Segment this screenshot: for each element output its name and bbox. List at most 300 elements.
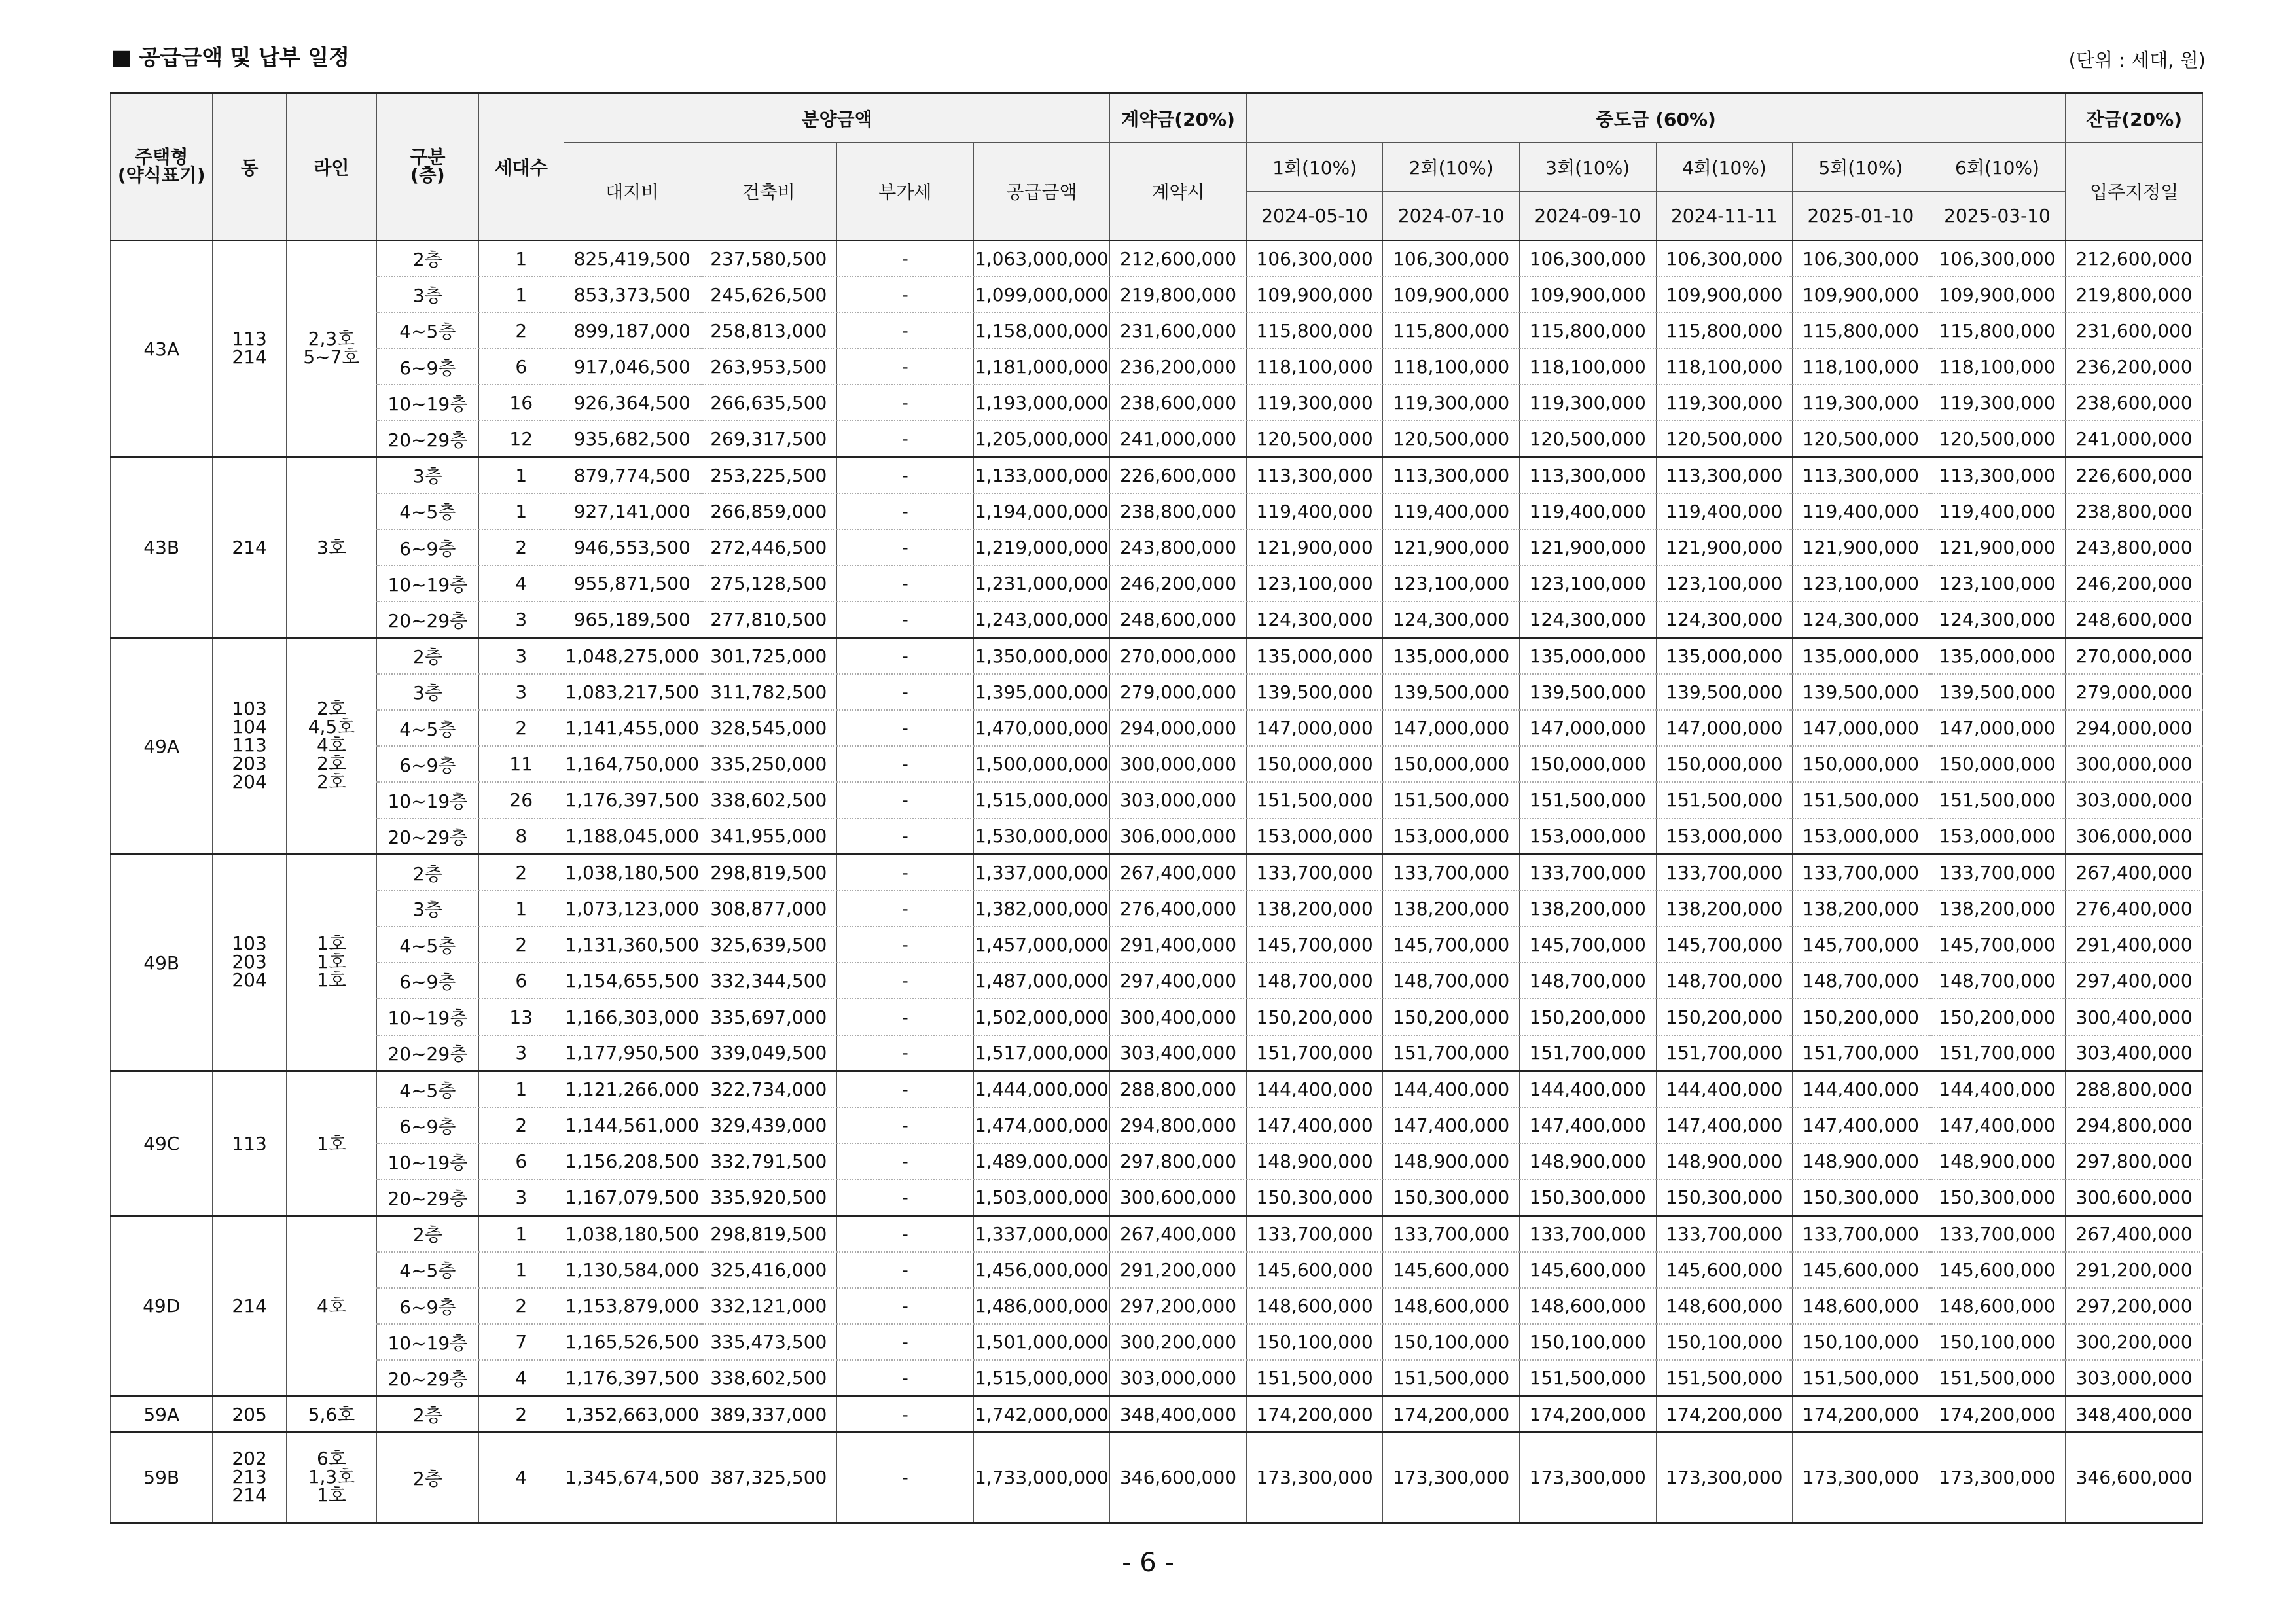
floor-cell: 10~19층 <box>377 1324 478 1360</box>
unit-type-cell: 49B <box>111 855 213 1071</box>
installment-cell: 145,600,000 <box>1656 1252 1793 1288</box>
dong-cell: 103 104 113 203 204 <box>213 638 286 855</box>
installment-cell: 133,700,000 <box>1929 855 2066 891</box>
table-row <box>111 1143 2203 1179</box>
installment-cell: 133,700,000 <box>1929 1216 2066 1252</box>
vat-cell: - <box>837 1071 974 1107</box>
supply-price-cell: 1,515,000,000 <box>973 782 1110 818</box>
floor-cell: 3층 <box>377 277 478 313</box>
installment-cell: 153,000,000 <box>1246 819 1383 855</box>
installment-cell: 119,400,000 <box>1929 493 2066 529</box>
vat-cell: - <box>837 1288 974 1324</box>
vat-cell: - <box>837 1252 974 1288</box>
supply-price-cell: 1,457,000,000 <box>973 927 1110 963</box>
contract-cell: 231,600,000 <box>1110 313 1247 349</box>
installment-cell: 135,000,000 <box>1246 638 1383 674</box>
land-cost-cell: 1,165,526,500 <box>564 1324 700 1360</box>
installment-cell: 145,600,000 <box>1519 1252 1656 1288</box>
installment-cell: 124,300,000 <box>1793 601 1929 637</box>
installment-cell: 148,700,000 <box>1246 963 1383 999</box>
installment-cell: 120,500,000 <box>1383 421 1520 457</box>
installment-cell: 118,100,000 <box>1246 349 1383 385</box>
installment-cell: 106,300,000 <box>1246 241 1383 277</box>
unit-type-cell: 59B <box>111 1433 213 1523</box>
supply-price-cell: 1,382,000,000 <box>973 891 1110 927</box>
installment-cell: 173,300,000 <box>1929 1433 2066 1523</box>
households-cell: 2 <box>478 855 564 891</box>
table-row <box>111 1179 2203 1215</box>
installment-cell: 119,300,000 <box>1383 385 1520 421</box>
land-cost-cell: 1,038,180,500 <box>564 1216 700 1252</box>
vat-cell: - <box>837 349 974 385</box>
header-vat: 부가세 <box>837 143 974 241</box>
vat-cell: - <box>837 529 974 565</box>
installment-cell: 147,400,000 <box>1383 1107 1520 1143</box>
vat-cell: - <box>837 385 974 421</box>
installment-cell: 150,000,000 <box>1383 746 1520 782</box>
floor-cell: 20~29층 <box>377 1360 478 1396</box>
header-installment: 4회(10%) <box>1656 143 1793 192</box>
installment-cell: 133,700,000 <box>1246 1216 1383 1252</box>
land-cost-cell: 946,553,500 <box>564 529 700 565</box>
table-row <box>111 1107 2203 1143</box>
building-cost-cell: 339,049,500 <box>700 1035 837 1071</box>
installment-cell: 109,900,000 <box>1246 277 1383 313</box>
installment-cell: 138,200,000 <box>1929 891 2066 927</box>
building-cost-cell: 335,473,500 <box>700 1324 837 1360</box>
building-cost-cell: 332,791,500 <box>700 1143 837 1179</box>
land-cost-cell: 1,083,217,500 <box>564 674 700 710</box>
contract-cell: 267,400,000 <box>1110 855 1247 891</box>
header-installment: 1회(10%) <box>1246 143 1383 192</box>
installment-cell: 113,300,000 <box>1383 457 1520 493</box>
installment-cell: 173,300,000 <box>1246 1433 1383 1523</box>
vat-cell: - <box>837 674 974 710</box>
installment-cell: 139,500,000 <box>1519 674 1656 710</box>
contract-cell: 297,200,000 <box>1110 1288 1247 1324</box>
table-row <box>111 493 2203 529</box>
vat-cell: - <box>837 601 974 637</box>
households-cell: 8 <box>478 819 564 855</box>
installment-cell: 145,700,000 <box>1793 927 1929 963</box>
installment-cell: 121,900,000 <box>1519 529 1656 565</box>
vat-cell: - <box>837 1179 974 1215</box>
contract-cell: 238,800,000 <box>1110 493 1247 529</box>
header-date: 2024-07-10 <box>1383 192 1520 241</box>
floor-cell: 6~9층 <box>377 1288 478 1324</box>
installment-cell: 135,000,000 <box>1929 638 2066 674</box>
installment-cell: 151,700,000 <box>1383 1035 1520 1071</box>
floor-cell: 10~19층 <box>377 1143 478 1179</box>
installment-cell: 119,300,000 <box>1519 385 1656 421</box>
supply-price-cell: 1,337,000,000 <box>973 1216 1110 1252</box>
floor-cell: 10~19층 <box>377 999 478 1035</box>
floor-cell: 6~9층 <box>377 746 478 782</box>
land-cost-cell: 1,156,208,500 <box>564 1143 700 1179</box>
supply-price-cell: 1,194,000,000 <box>973 493 1110 529</box>
installment-cell: 150,100,000 <box>1656 1324 1793 1360</box>
table-row <box>111 565 2203 601</box>
installment-cell: 150,000,000 <box>1246 746 1383 782</box>
households-cell: 2 <box>478 927 564 963</box>
vat-cell: - <box>837 963 974 999</box>
installment-cell: 174,200,000 <box>1383 1397 1520 1433</box>
installment-cell: 151,700,000 <box>1519 1035 1656 1071</box>
land-cost-cell: 1,153,879,000 <box>564 1288 700 1324</box>
installment-cell: 148,900,000 <box>1383 1143 1520 1179</box>
table-row <box>111 999 2203 1035</box>
table-row <box>111 1360 2203 1396</box>
installment-cell: 150,100,000 <box>1519 1324 1656 1360</box>
installment-cell: 144,400,000 <box>1383 1071 1520 1107</box>
installment-cell: 119,400,000 <box>1793 493 1929 529</box>
contract-cell: 212,600,000 <box>1110 241 1247 277</box>
contract-cell: 348,400,000 <box>1110 1397 1247 1433</box>
households-cell: 3 <box>478 1035 564 1071</box>
balance-cell: 248,600,000 <box>2066 601 2203 637</box>
installment-cell: 119,300,000 <box>1246 385 1383 421</box>
balance-cell: 348,400,000 <box>2066 1397 2203 1433</box>
installment-cell: 150,200,000 <box>1656 999 1793 1035</box>
vat-cell: - <box>837 855 974 891</box>
balance-cell: 300,600,000 <box>2066 1179 2203 1215</box>
dong-cell: 113 214 <box>213 241 286 457</box>
supply-price-cell: 1,444,000,000 <box>973 1071 1110 1107</box>
installment-cell: 153,000,000 <box>1383 819 1520 855</box>
table-row <box>111 1397 2203 1433</box>
vat-cell: - <box>837 1107 974 1143</box>
vat-cell: - <box>837 1433 974 1523</box>
supply-price-cell: 1,219,000,000 <box>973 529 1110 565</box>
table-row <box>111 674 2203 710</box>
line-cell: 1호 <box>286 1071 376 1216</box>
balance-cell: 291,200,000 <box>2066 1252 2203 1288</box>
installment-cell: 124,300,000 <box>1383 601 1520 637</box>
installment-cell: 147,400,000 <box>1929 1107 2066 1143</box>
installment-cell: 145,600,000 <box>1383 1252 1520 1288</box>
installment-cell: 150,100,000 <box>1929 1324 2066 1360</box>
supply-price-cell: 1,099,000,000 <box>973 277 1110 313</box>
installment-cell: 109,900,000 <box>1656 277 1793 313</box>
households-cell: 1 <box>478 493 564 529</box>
vat-cell: - <box>837 313 974 349</box>
building-cost-cell: 298,819,500 <box>700 855 837 891</box>
installment-cell: 173,300,000 <box>1793 1433 1929 1523</box>
dong-cell: 202 213 214 <box>213 1433 286 1523</box>
dong-cell: 113 <box>213 1071 286 1216</box>
installment-cell: 145,600,000 <box>1793 1252 1929 1288</box>
installment-cell: 151,500,000 <box>1246 1360 1383 1396</box>
contract-cell: 236,200,000 <box>1110 349 1247 385</box>
contract-cell: 297,800,000 <box>1110 1143 1247 1179</box>
contract-cell: 303,000,000 <box>1110 782 1247 818</box>
header-contract: 계약금(20%) <box>1110 94 1247 143</box>
building-cost-cell: 266,859,000 <box>700 493 837 529</box>
unit-type-cell: 43B <box>111 457 213 638</box>
table-row <box>111 241 2203 277</box>
installment-cell: 139,500,000 <box>1929 674 2066 710</box>
installment-cell: 121,900,000 <box>1383 529 1520 565</box>
installment-cell: 148,700,000 <box>1519 963 1656 999</box>
land-cost-cell: 879,774,500 <box>564 457 700 493</box>
table-row <box>111 601 2203 637</box>
contract-cell: 279,000,000 <box>1110 674 1247 710</box>
land-cost-cell: 1,177,950,500 <box>564 1035 700 1071</box>
installment-cell: 133,700,000 <box>1656 855 1793 891</box>
installment-cell: 144,400,000 <box>1246 1071 1383 1107</box>
supply-price-cell: 1,502,000,000 <box>973 999 1110 1035</box>
installment-cell: 113,300,000 <box>1793 457 1929 493</box>
building-cost-cell: 328,545,000 <box>700 710 837 746</box>
installment-cell: 148,900,000 <box>1656 1143 1793 1179</box>
installment-cell: 106,300,000 <box>1383 241 1520 277</box>
table-row <box>111 746 2203 782</box>
balance-cell: 297,200,000 <box>2066 1288 2203 1324</box>
unit-type-cell: 49D <box>111 1216 213 1397</box>
installment-cell: 118,100,000 <box>1519 349 1656 385</box>
installment-cell: 115,800,000 <box>1519 313 1656 349</box>
balance-cell: 231,600,000 <box>2066 313 2203 349</box>
households-cell: 6 <box>478 963 564 999</box>
installment-cell: 174,200,000 <box>1793 1397 1929 1433</box>
vat-cell: - <box>837 1397 974 1433</box>
contract-cell: 241,000,000 <box>1110 421 1247 457</box>
vat-cell: - <box>837 1360 974 1396</box>
header-sale-price: 분양금액 <box>564 94 1109 143</box>
floor-cell: 20~29층 <box>377 421 478 457</box>
building-cost-cell: 341,955,000 <box>700 819 837 855</box>
balance-cell: 276,400,000 <box>2066 891 2203 927</box>
table-row <box>111 963 2203 999</box>
installment-cell: 145,700,000 <box>1519 927 1656 963</box>
installment-cell: 115,800,000 <box>1656 313 1793 349</box>
installment-cell: 144,400,000 <box>1656 1071 1793 1107</box>
installment-cell: 119,300,000 <box>1793 385 1929 421</box>
balance-cell: 212,600,000 <box>2066 241 2203 277</box>
dong-cell: 103 203 204 <box>213 855 286 1071</box>
header-supply: 공급금액 <box>973 143 1110 241</box>
table-row <box>111 529 2203 565</box>
table-row <box>111 782 2203 818</box>
installment-cell: 148,600,000 <box>1929 1288 2066 1324</box>
supply-price-table <box>110 92 2203 1524</box>
balance-cell: 246,200,000 <box>2066 565 2203 601</box>
floor-cell: 6~9층 <box>377 529 478 565</box>
balance-cell: 288,800,000 <box>2066 1071 2203 1107</box>
header-date: 2025-01-10 <box>1793 192 1929 241</box>
header-installment: 2회(10%) <box>1383 143 1520 192</box>
building-cost-cell: 389,337,000 <box>700 1397 837 1433</box>
land-cost-cell: 917,046,500 <box>564 349 700 385</box>
installment-cell: 148,600,000 <box>1246 1288 1383 1324</box>
installment-cell: 147,400,000 <box>1246 1107 1383 1143</box>
building-cost-cell: 322,734,000 <box>700 1071 837 1107</box>
line-cell: 2호 4,5호 4호 2호 2호 <box>286 638 376 855</box>
installment-cell: 138,200,000 <box>1793 891 1929 927</box>
installment-cell: 151,700,000 <box>1793 1035 1929 1071</box>
installment-cell: 138,200,000 <box>1656 891 1793 927</box>
installment-cell: 150,000,000 <box>1519 746 1656 782</box>
contract-cell: 346,600,000 <box>1110 1433 1247 1523</box>
land-cost-cell: 1,121,266,000 <box>564 1071 700 1107</box>
header-land: 대지비 <box>564 143 700 241</box>
balance-cell: 241,000,000 <box>2066 421 2203 457</box>
building-cost-cell: 263,953,500 <box>700 349 837 385</box>
table-row <box>111 855 2203 891</box>
header-installment: 6회(10%) <box>1929 143 2066 192</box>
installment-cell: 124,300,000 <box>1929 601 2066 637</box>
households-cell: 1 <box>478 891 564 927</box>
installment-cell: 133,700,000 <box>1793 1216 1929 1252</box>
floor-cell: 2층 <box>377 638 478 674</box>
installment-cell: 147,000,000 <box>1793 710 1929 746</box>
installment-cell: 139,500,000 <box>1383 674 1520 710</box>
building-cost-cell: 269,317,500 <box>700 421 837 457</box>
contract-cell: 238,600,000 <box>1110 385 1247 421</box>
installment-cell: 118,100,000 <box>1793 349 1929 385</box>
installment-cell: 148,700,000 <box>1383 963 1520 999</box>
households-cell: 12 <box>478 421 564 457</box>
balance-cell: 303,000,000 <box>2066 1360 2203 1396</box>
contract-cell: 276,400,000 <box>1110 891 1247 927</box>
floor-cell: 6~9층 <box>377 349 478 385</box>
vat-cell: - <box>837 1035 974 1071</box>
header-floor: 구분 (층) <box>377 94 478 241</box>
vat-cell: - <box>837 421 974 457</box>
installment-cell: 151,700,000 <box>1246 1035 1383 1071</box>
supply-price-cell: 1,470,000,000 <box>973 710 1110 746</box>
households-cell: 2 <box>478 1397 564 1433</box>
installment-cell: 133,700,000 <box>1656 1216 1793 1252</box>
installment-cell: 115,800,000 <box>1246 313 1383 349</box>
installment-cell: 115,800,000 <box>1383 313 1520 349</box>
land-cost-cell: 955,871,500 <box>564 565 700 601</box>
floor-cell: 3층 <box>377 891 478 927</box>
page-number: - 6 - <box>1122 1548 1174 1578</box>
header-installment: 5회(10%) <box>1793 143 1929 192</box>
installment-cell: 138,200,000 <box>1383 891 1520 927</box>
supply-price-cell: 1,487,000,000 <box>973 963 1110 999</box>
installment-cell: 147,000,000 <box>1246 710 1383 746</box>
installment-cell: 148,700,000 <box>1929 963 2066 999</box>
installment-cell: 150,300,000 <box>1383 1179 1520 1215</box>
header-dong: 동 <box>213 94 286 241</box>
installment-cell: 113,300,000 <box>1246 457 1383 493</box>
installment-cell: 133,700,000 <box>1793 855 1929 891</box>
installment-cell: 173,300,000 <box>1383 1433 1520 1523</box>
floor-cell: 2층 <box>377 1216 478 1252</box>
installment-cell: 151,500,000 <box>1383 1360 1520 1396</box>
balance-cell: 346,600,000 <box>2066 1433 2203 1523</box>
households-cell: 4 <box>478 1433 564 1523</box>
installment-cell: 150,200,000 <box>1929 999 2066 1035</box>
land-cost-cell: 1,176,397,500 <box>564 1360 700 1396</box>
installment-cell: 147,400,000 <box>1793 1107 1929 1143</box>
balance-cell: 238,800,000 <box>2066 493 2203 529</box>
contract-cell: 297,400,000 <box>1110 963 1247 999</box>
building-cost-cell: 277,810,500 <box>700 601 837 637</box>
building-cost-cell: 387,325,500 <box>700 1433 837 1523</box>
building-cost-cell: 332,344,500 <box>700 963 837 999</box>
building-cost-cell: 338,602,500 <box>700 1360 837 1396</box>
contract-cell: 294,000,000 <box>1110 710 1247 746</box>
installment-cell: 121,900,000 <box>1246 529 1383 565</box>
land-cost-cell: 1,131,360,500 <box>564 927 700 963</box>
installment-cell: 151,500,000 <box>1519 782 1656 818</box>
land-cost-cell: 1,345,674,500 <box>564 1433 700 1523</box>
supply-price-cell: 1,742,000,000 <box>973 1397 1110 1433</box>
households-cell: 1 <box>478 277 564 313</box>
building-cost-cell: 332,121,000 <box>700 1288 837 1324</box>
balance-cell: 300,000,000 <box>2066 746 2203 782</box>
building-cost-cell: 335,697,000 <box>700 999 837 1035</box>
vat-cell: - <box>837 638 974 674</box>
unit-type-cell: 49A <box>111 638 213 855</box>
households-cell: 1 <box>478 1252 564 1288</box>
dong-cell: 214 <box>213 457 286 638</box>
installment-cell: 148,700,000 <box>1793 963 1929 999</box>
installment-cell: 150,300,000 <box>1929 1179 2066 1215</box>
table-row <box>111 1252 2203 1288</box>
floor-cell: 10~19층 <box>377 385 478 421</box>
vat-cell: - <box>837 241 974 277</box>
dong-cell: 214 <box>213 1216 286 1397</box>
installment-cell: 147,000,000 <box>1383 710 1520 746</box>
installment-cell: 133,700,000 <box>1383 855 1520 891</box>
installment-cell: 115,800,000 <box>1929 313 2066 349</box>
land-cost-cell: 899,187,000 <box>564 313 700 349</box>
land-cost-cell: 1,048,275,000 <box>564 638 700 674</box>
line-cell: 4호 <box>286 1216 376 1397</box>
households-cell: 2 <box>478 710 564 746</box>
installment-cell: 120,500,000 <box>1656 421 1793 457</box>
installment-cell: 147,000,000 <box>1519 710 1656 746</box>
contract-cell: 306,000,000 <box>1110 819 1247 855</box>
balance-cell: 297,800,000 <box>2066 1143 2203 1179</box>
installment-cell: 151,500,000 <box>1929 1360 2066 1396</box>
installment-cell: 150,200,000 <box>1793 999 1929 1035</box>
installment-cell: 133,700,000 <box>1519 1216 1656 1252</box>
installment-cell: 109,900,000 <box>1519 277 1656 313</box>
balance-cell: 219,800,000 <box>2066 277 2203 313</box>
building-cost-cell: 275,128,500 <box>700 565 837 601</box>
installment-cell: 106,300,000 <box>1929 241 2066 277</box>
balance-cell: 297,400,000 <box>2066 963 2203 999</box>
installment-cell: 151,500,000 <box>1793 1360 1929 1396</box>
balance-cell: 300,200,000 <box>2066 1324 2203 1360</box>
installment-cell: 151,500,000 <box>1793 782 1929 818</box>
installment-cell: 113,300,000 <box>1929 457 2066 493</box>
supply-price-cell: 1,337,000,000 <box>973 855 1110 891</box>
installment-cell: 144,400,000 <box>1929 1071 2066 1107</box>
households-cell: 13 <box>478 999 564 1035</box>
contract-cell: 303,000,000 <box>1110 1360 1247 1396</box>
supply-price-cell: 1,530,000,000 <box>973 819 1110 855</box>
header-date: 2025-03-10 <box>1929 192 2066 241</box>
balance-cell: 243,800,000 <box>2066 529 2203 565</box>
installment-cell: 138,200,000 <box>1519 891 1656 927</box>
installment-cell: 133,700,000 <box>1246 855 1383 891</box>
table-row <box>111 313 2203 349</box>
header-building: 건축비 <box>700 143 837 241</box>
installment-cell: 113,300,000 <box>1519 457 1656 493</box>
installment-cell: 150,200,000 <box>1246 999 1383 1035</box>
supply-price-cell: 1,181,000,000 <box>973 349 1110 385</box>
land-cost-cell: 1,073,123,000 <box>564 891 700 927</box>
vat-cell: - <box>837 277 974 313</box>
balance-cell: 270,000,000 <box>2066 638 2203 674</box>
contract-cell: 294,800,000 <box>1110 1107 1247 1143</box>
